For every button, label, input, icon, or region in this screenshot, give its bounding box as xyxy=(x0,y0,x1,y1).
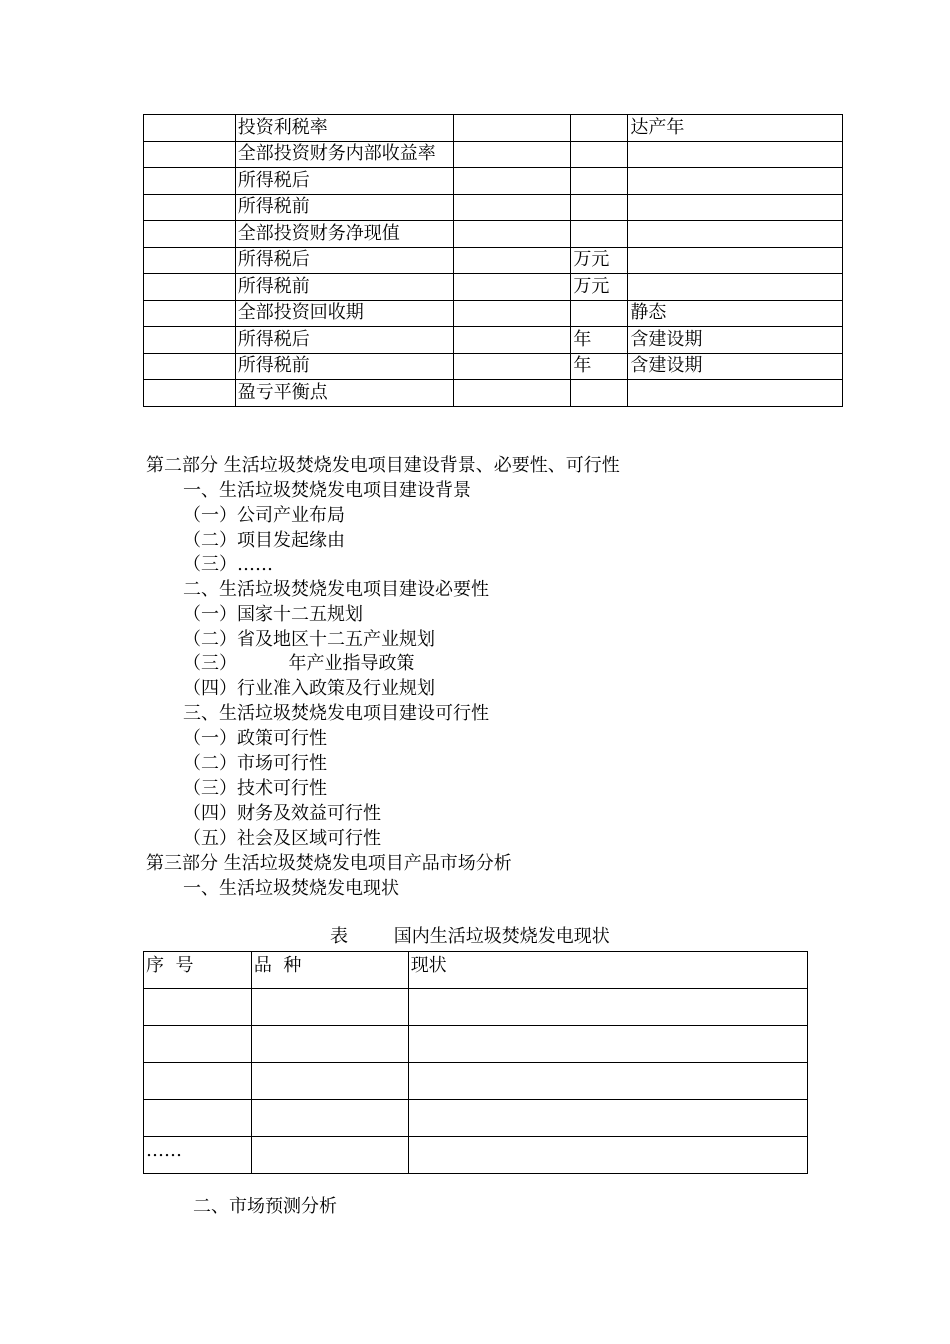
subsection-item: （一）国家十二五规划 xyxy=(183,604,363,625)
note-cell: 含建设期 xyxy=(628,327,843,354)
unit-cell xyxy=(571,115,628,142)
column-header: 序 号 xyxy=(144,952,252,989)
table-row xyxy=(144,380,843,407)
table-cell xyxy=(251,1063,408,1100)
table-cell xyxy=(408,989,807,1026)
item-cell: 全部投资财务内部收益率 xyxy=(235,141,453,168)
table-cell xyxy=(251,989,408,1026)
table-caption: 表 国内生活垃圾焚烧发电现状 xyxy=(330,926,610,947)
item-cell: 全部投资回收期 xyxy=(235,300,453,327)
subsection-item: （二）项目发起缘由 xyxy=(183,530,345,551)
blank-cell xyxy=(144,327,236,354)
section-heading: 一、生活垃圾焚烧发电项目建设背景 xyxy=(183,480,471,501)
status-table xyxy=(143,951,808,1174)
table-row xyxy=(144,168,843,195)
subsection-item: （三） 年产业指导政策 xyxy=(183,653,415,674)
unit-cell: 万元 xyxy=(571,247,628,274)
table-row xyxy=(144,1026,808,1063)
table-row xyxy=(144,221,843,248)
blank-cell xyxy=(144,168,236,195)
subsection-item: （一）政策可行性 xyxy=(183,728,327,749)
value-cell xyxy=(453,115,571,142)
table-cell xyxy=(144,1063,252,1100)
table-cell xyxy=(144,989,252,1026)
value-cell xyxy=(453,194,571,221)
note-cell xyxy=(628,221,843,248)
table-row xyxy=(144,247,843,274)
unit-cell: 万元 xyxy=(571,274,628,301)
unit-cell xyxy=(571,168,628,195)
blank-cell xyxy=(144,141,236,168)
item-cell: 盈亏平衡点 xyxy=(235,380,453,407)
blank-cell xyxy=(144,380,236,407)
note-cell xyxy=(628,168,843,195)
table-row xyxy=(144,115,843,142)
table-row xyxy=(144,353,843,380)
item-cell: 所得税前 xyxy=(235,194,453,221)
note-cell xyxy=(628,274,843,301)
value-cell xyxy=(453,168,571,195)
note-cell: 含建设期 xyxy=(628,353,843,380)
table-row xyxy=(144,300,843,327)
table-cell xyxy=(144,1026,252,1063)
blank-cell xyxy=(144,221,236,248)
value-cell xyxy=(453,380,571,407)
subsection-item: （一）公司产业布局 xyxy=(183,505,345,526)
unit-cell xyxy=(571,141,628,168)
table-row xyxy=(144,1100,808,1137)
market-forecast-heading: 二、市场预测分析 xyxy=(193,1196,337,1217)
subsection-item: （四）行业准入政策及行业规划 xyxy=(183,678,435,699)
item-cell: 投资利税率 xyxy=(235,115,453,142)
unit-cell xyxy=(571,194,628,221)
value-cell xyxy=(453,274,571,301)
table-cell xyxy=(408,1026,807,1063)
table-row xyxy=(144,989,808,1026)
unit-cell: 年 xyxy=(571,327,628,354)
indicator-table xyxy=(143,114,843,407)
subsection-item: （二）市场可行性 xyxy=(183,753,327,774)
table-row xyxy=(144,1137,808,1174)
value-cell xyxy=(453,221,571,248)
blank-cell xyxy=(144,274,236,301)
section-heading: 二、生活垃圾焚烧发电项目建设必要性 xyxy=(183,579,489,600)
section-heading: 三、生活垃圾焚烧发电项目建设可行性 xyxy=(183,703,489,724)
value-cell xyxy=(453,300,571,327)
subsection-item: （三）技术可行性 xyxy=(183,778,327,799)
item-cell: 所得税前 xyxy=(235,353,453,380)
table-cell xyxy=(251,1137,408,1174)
subsection-item: （二）省及地区十二五产业规划 xyxy=(183,629,435,650)
unit-cell xyxy=(571,380,628,407)
table-cell xyxy=(144,1100,252,1137)
table-cell xyxy=(408,1100,807,1137)
value-cell xyxy=(453,327,571,354)
note-cell xyxy=(628,380,843,407)
unit-cell xyxy=(571,221,628,248)
note-cell: 静态 xyxy=(628,300,843,327)
note-cell: 达产年 xyxy=(628,115,843,142)
item-cell: 所得税后 xyxy=(235,247,453,274)
part-three-heading: 第三部分 生活垃圾焚烧发电项目产品市场分析 xyxy=(146,853,512,874)
item-cell: 所得税前 xyxy=(235,274,453,301)
section-heading: 一、生活垃圾焚烧发电现状 xyxy=(183,878,399,899)
note-cell xyxy=(628,247,843,274)
table-cell xyxy=(408,1137,807,1174)
table-cell xyxy=(251,1100,408,1137)
note-cell xyxy=(628,141,843,168)
unit-cell xyxy=(571,300,628,327)
blank-cell xyxy=(144,353,236,380)
subsection-item: （五）社会及区域可行性 xyxy=(183,828,381,849)
blank-cell xyxy=(144,194,236,221)
table-header-row xyxy=(144,952,808,989)
table-cell xyxy=(408,1063,807,1100)
column-header: 品 种 xyxy=(251,952,408,989)
value-cell xyxy=(453,141,571,168)
item-cell: 全部投资财务净现值 xyxy=(235,221,453,248)
part-two-heading: 第二部分 生活垃圾焚烧发电项目建设背景、必要性、可行性 xyxy=(146,455,620,476)
table-cell xyxy=(251,1026,408,1063)
subsection-item: （四）财务及效益可行性 xyxy=(183,803,381,824)
item-cell: 所得税后 xyxy=(235,168,453,195)
table-row xyxy=(144,1063,808,1100)
table-row xyxy=(144,141,843,168)
value-cell xyxy=(453,247,571,274)
subsection-item: （三）…… xyxy=(183,554,273,575)
table-row xyxy=(144,194,843,221)
blank-cell xyxy=(144,115,236,142)
note-cell xyxy=(628,194,843,221)
blank-cell xyxy=(144,300,236,327)
column-header: 现状 xyxy=(408,952,807,989)
blank-cell xyxy=(144,247,236,274)
item-cell: 所得税后 xyxy=(235,327,453,354)
unit-cell: 年 xyxy=(571,353,628,380)
value-cell xyxy=(453,353,571,380)
table-cell: …… xyxy=(144,1137,252,1174)
table-row xyxy=(144,327,843,354)
table-row xyxy=(144,274,843,301)
